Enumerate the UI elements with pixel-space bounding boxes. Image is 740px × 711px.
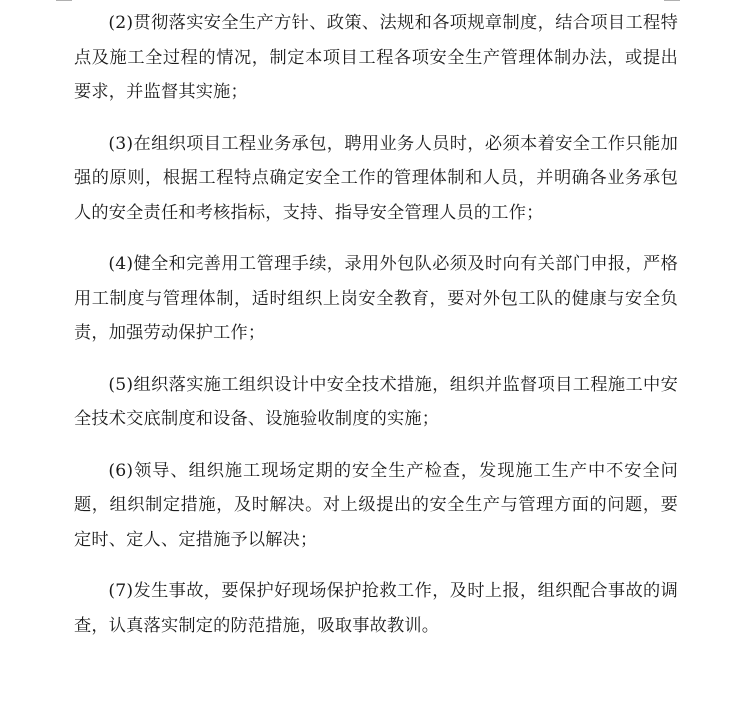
paragraph-item-6: (6)领导、组织施工现场定期的安全生产检查，发现施工生产中不安全问题，组织制定措施，及时解决。对上级提出的安全生产与管理方面的问题，要定时、定人、定措施予以解决； — [74, 460, 678, 550]
page-corner-mark-left — [56, 0, 72, 1]
page-corner-mark-right — [664, 0, 680, 1]
paragraph-item-7: (7)发生事故，要保护好现场保护抢救工作，及时上报，组织配合事故的调查，认真落实制定的防范措施，吸取事故教训。 — [74, 581, 678, 636]
paragraph-item-3: (3)在组织项目工程业务承包，聘用业务人员时，必须本着安全工作只能加强的原则，根据工程特点确定安全工作的管理体制和人员，并明确各业务承包人的安全责任和考核指标，支持、指导安全管理人员的工作； — [74, 133, 678, 223]
paragraph-item-5: (5)组织落实施工组织设计中安全技术措施，组织并监督项目工程施工中安全技术交底制度和设备、设施验收制度的实施； — [74, 374, 678, 429]
paragraph-item-2: (2)贯彻落实安全生产方针、政策、法规和各项规章制度，结合项目工程特点及施工全过程的情况，制定本项目工程各项安全生产管理体制办法，或提出要求，并监督其实施； — [74, 13, 678, 102]
paragraph-item-4: (4)健全和完善用工管理手续，录用外包队必须及时向有关部门申报，严格用工制度与管理体制，适时组织上岗安全教育，要对外包工队的健康与安全负责，加强劳动保护工作； — [74, 254, 678, 343]
document-body — [74, 6, 678, 660]
